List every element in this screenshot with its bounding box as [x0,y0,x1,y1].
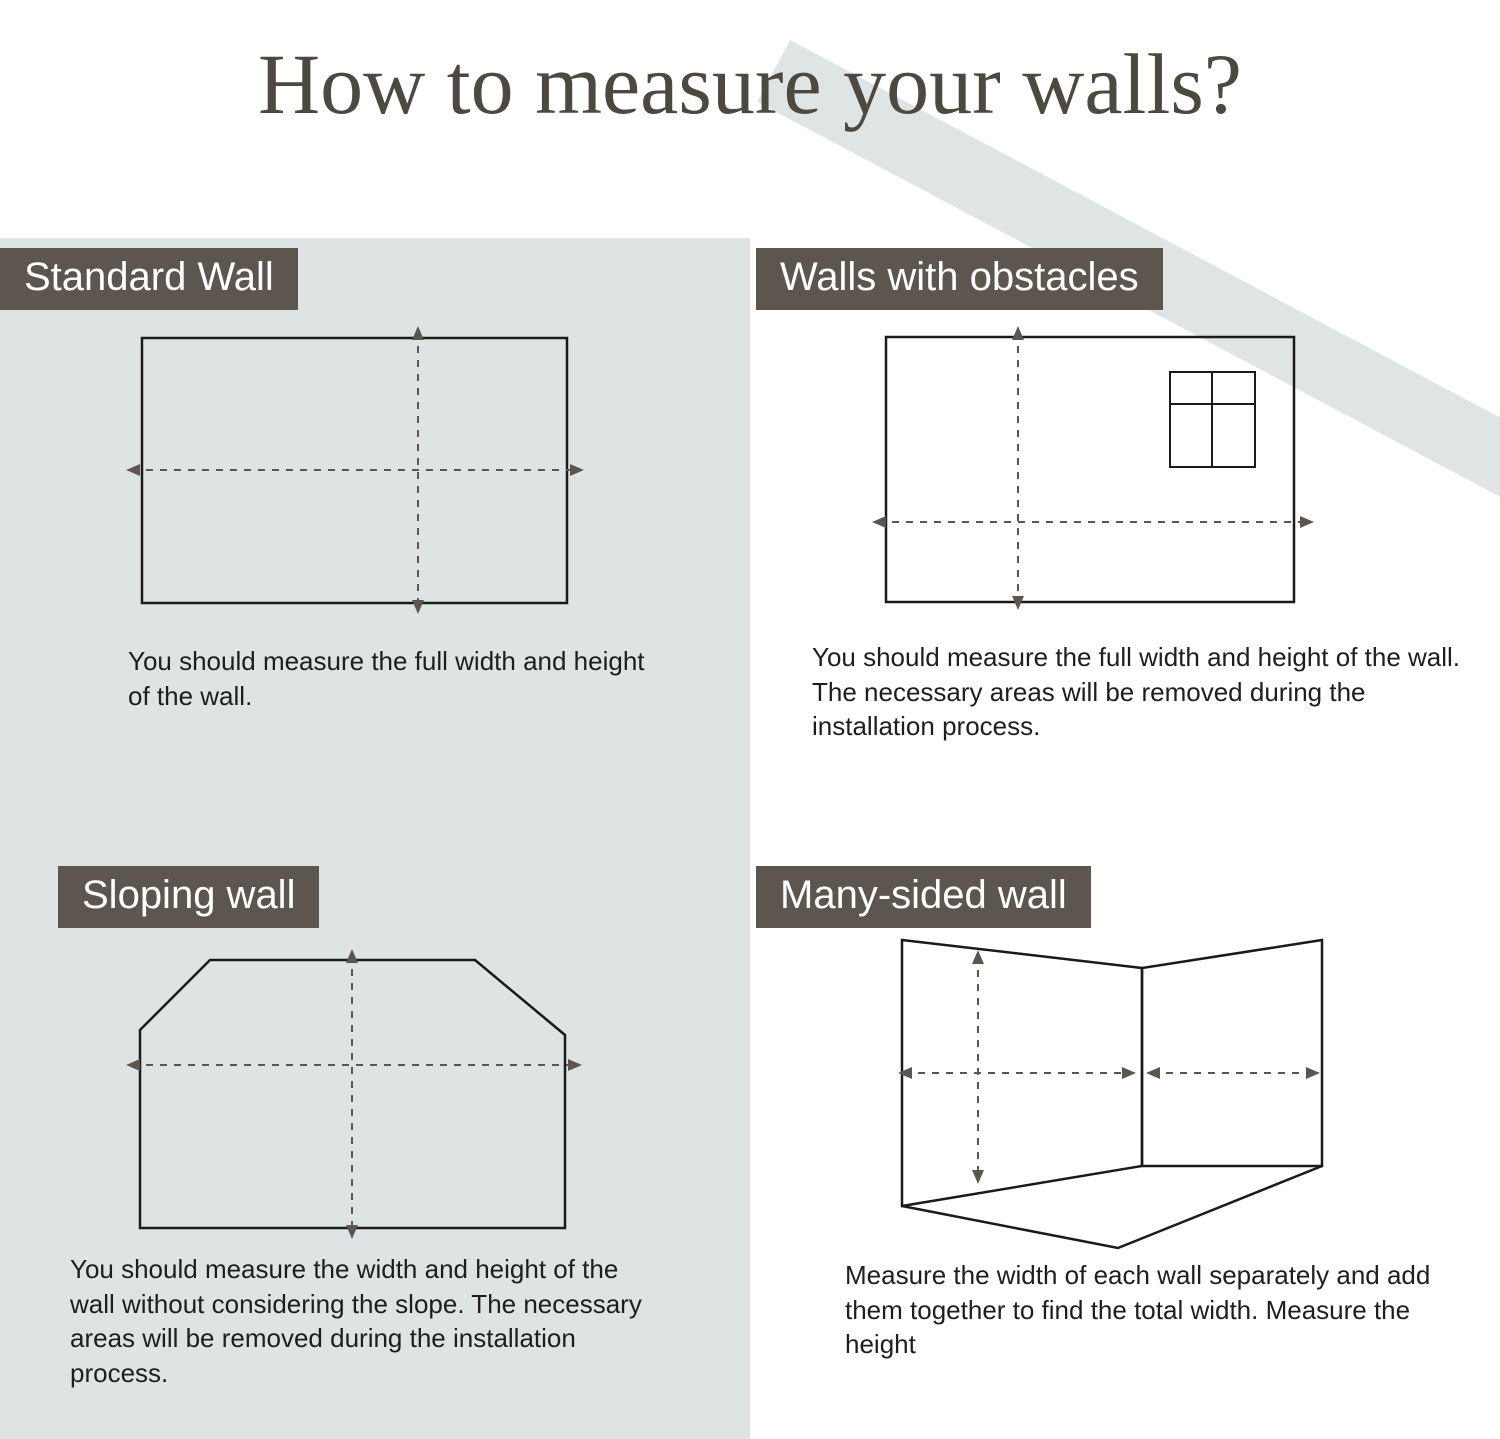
diagram-sloping-wall [120,935,600,1255]
section-heading-many-sided-wall: Many-sided wall [756,866,1091,928]
width-arrow-right [568,1059,582,1071]
floor-plane [902,1166,1322,1248]
right-wall-plane [1142,940,1322,1166]
left-width-arrow-end [1122,1067,1136,1079]
obstacle-wall-svg [866,322,1336,612]
standard-wall-svg [120,320,600,620]
section-heading-sloping-wall: Sloping wall [58,866,319,928]
diagram-walls-with-obstacles [866,322,1336,612]
width-arrow-left [126,1059,140,1071]
width-arrow-left [872,516,886,528]
section-sloping-wall [58,866,758,928]
caption-sloping-wall: You should measure the width and height of the wall without considering the slope. The necessary areas will be removed during the installation process. [70,1254,642,1388]
caption-walls-with-obstacles: You should measure the full width and height of the wall. The necessary areas will be removed during the installation process. [812,642,1461,742]
diagram-standard-wall [120,320,600,620]
section-walls-with-obstacles [756,248,1500,310]
section-heading-walls-with-obstacles: Walls with obstacles [756,248,1163,310]
caption-standard-wall: You should measure the full width and height of the wall. [128,646,645,711]
width-arrow-right [1300,516,1314,528]
wall-rectangle [886,337,1294,602]
height-arrow-top [972,950,984,964]
height-arrow-bottom [972,1170,984,1184]
many-sided-wall-svg [880,928,1350,1258]
sloping-wall-svg [120,935,600,1255]
caption-many-sided-wall: Measure the width of each wall separately and add them together to find the total width. Measure the height [845,1260,1431,1360]
right-width-arrow-start [1146,1067,1160,1079]
diagram-many-sided-wall [880,928,1350,1258]
width-arrow-left [126,464,140,476]
page-title: How to measure your walls? [258,36,1242,132]
height-arrow-top [412,326,424,340]
right-width-arrow-end [1306,1067,1320,1079]
left-width-arrow-start [898,1067,912,1079]
height-arrow-top [346,949,358,963]
section-standard-wall [0,248,750,310]
section-many-sided-wall [756,866,1500,928]
height-arrow-bottom [412,600,424,614]
height-arrow-top [1012,326,1024,340]
height-arrow-bottom [346,1225,358,1239]
section-heading-standard-wall: Standard Wall [0,248,298,310]
width-arrow-right [570,464,584,476]
